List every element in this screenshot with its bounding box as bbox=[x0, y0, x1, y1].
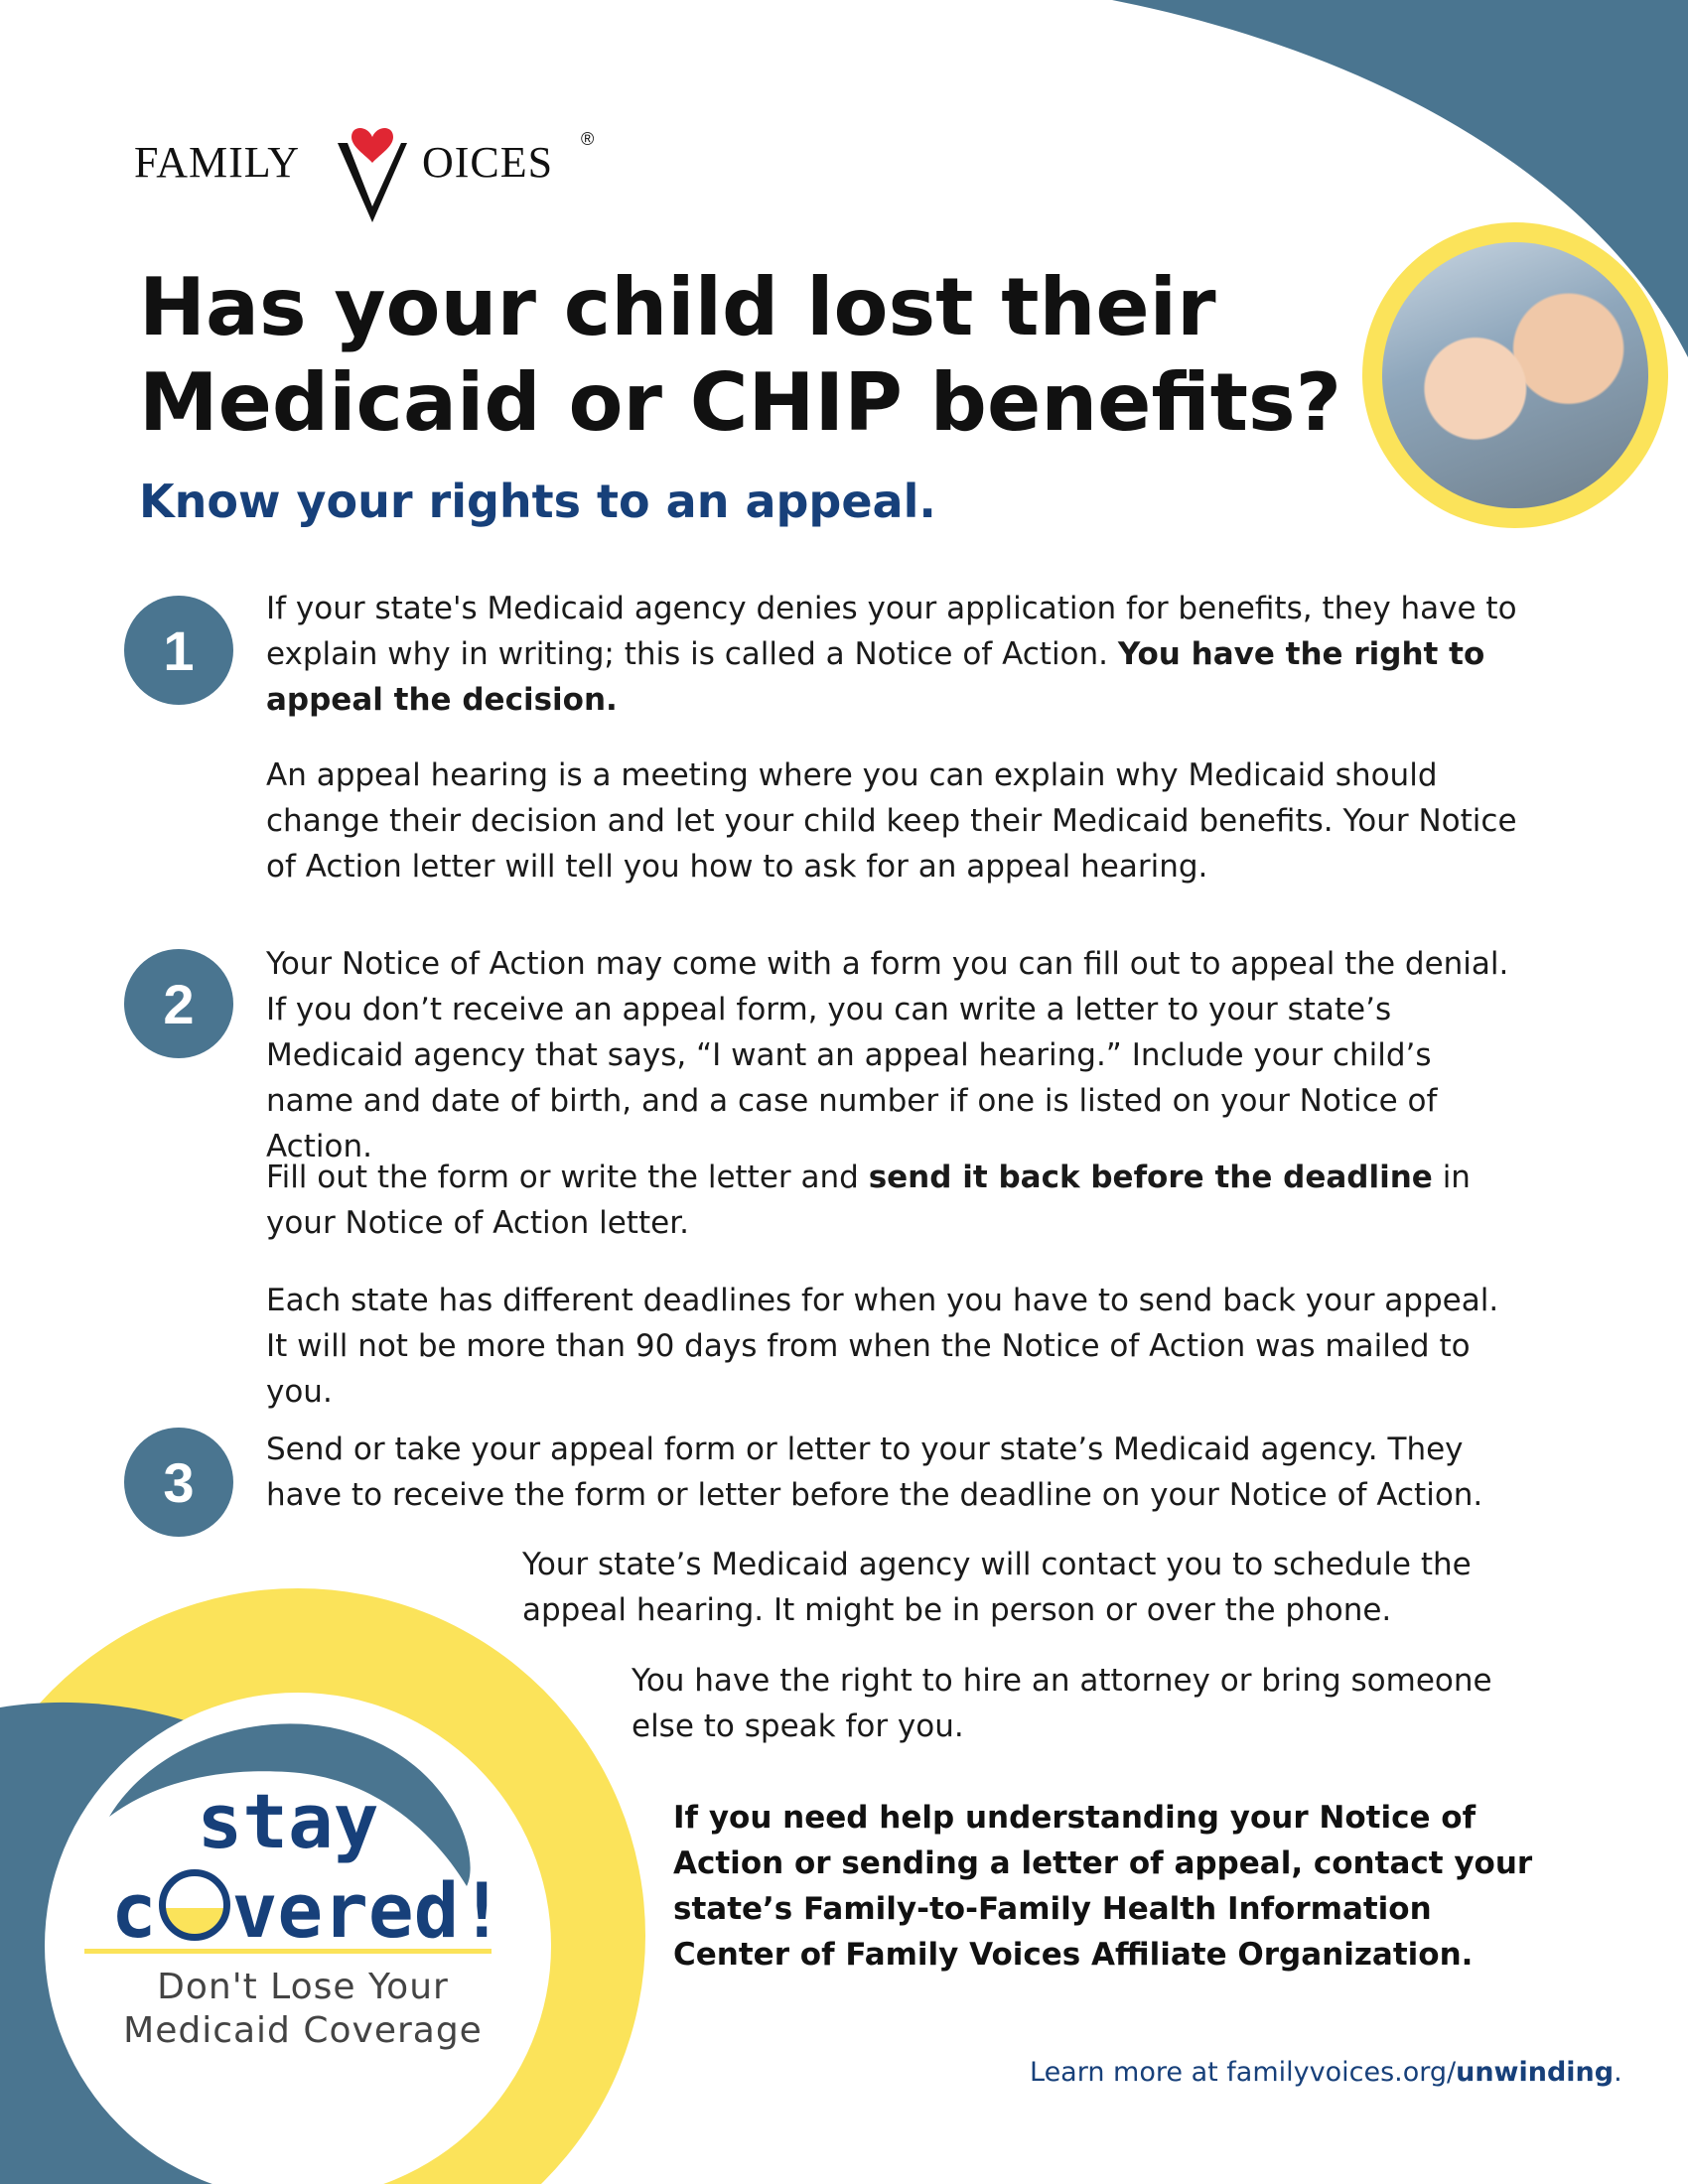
step2-paragraph: Your Notice of Action may come with a form you can fill out to appeal the denial. If you don’t receive an appeal form, you can write a letter to your state’s Medicaid agency that says, “I want an appeal hearing.” Include your child’s name and date of birth, and a case number if one is listed on your Notice of Action. bbox=[266, 946, 1509, 1164]
step1-text: If your state's Medicaid agency denies your application for benefits, they have to explain why in writing; this is called a Notice of Action. bbox=[266, 591, 1517, 672]
step3-paragraph: Send or take your appeal form or letter to your state’s Medicaid agency. They have to receive the form or letter before the deadline on your Notice of Action. bbox=[266, 1432, 1483, 1513]
badge-tagline bbox=[89, 1966, 516, 2053]
step-number-3: 3 bbox=[124, 1428, 233, 1537]
badge-covered-c: c bbox=[110, 1866, 157, 1955]
step1-hearing-paragraph: An appeal hearing is a meeting where you can explain why Medicaid should change their decision and let your child keep their Medicaid benefits. Your Notice of Action letter will tell you how to ask for an appeal hearing. bbox=[266, 757, 1517, 885]
step2-deadline-paragraph bbox=[266, 1155, 1517, 1246]
help-callout: If you need help understanding your Notice of Action or sending a letter of appeal, contact your state’s Family-to-Family Health Information Center of Family Voices Affiliate Organization. bbox=[673, 1800, 1533, 1973]
family-photo bbox=[1382, 242, 1648, 508]
step2-deadline-emphasis: send it back before the deadline bbox=[868, 1160, 1433, 1195]
badge-tagline-line2: Medicaid Coverage bbox=[123, 2010, 483, 2051]
badge-stay: stay bbox=[197, 1777, 379, 1865]
logo-text-family: FAMILY bbox=[134, 138, 301, 187]
learn-more-prefix: Learn more at familyvoices.org/ bbox=[1030, 2057, 1457, 2088]
logo-text-oices: OICES bbox=[422, 138, 554, 187]
badge-covered bbox=[99, 1866, 516, 1956]
page-title: Has your child lost their Medicaid or CHIP benefits? bbox=[139, 261, 1341, 449]
page-subtitle: Know your rights to an appeal. bbox=[139, 475, 936, 528]
logo-registered-mark: ® bbox=[581, 129, 595, 149]
learn-more-link[interactable] bbox=[1030, 2057, 1622, 2088]
step2-state-deadlines-paragraph: Each state has different deadlines for when you have to send back your appeal. It will not be more than 90 days from when the Notice of Action was mailed to you. bbox=[266, 1283, 1499, 1410]
logo-v-heart-icon bbox=[318, 107, 427, 226]
step-number-1: 1 bbox=[124, 596, 233, 705]
step2-deadline-text: Fill out the form or write the letter and bbox=[266, 1160, 869, 1195]
step3-schedule-paragraph: Your state’s Medicaid agency will contact you to schedule the appeal hearing. It might be in person or over the phone. bbox=[522, 1547, 1472, 1628]
people-circle-icon bbox=[159, 1869, 230, 1941]
step2-deadline-text-end: in your Notice of Action letter. bbox=[266, 1160, 1471, 1241]
step1-emphasis: You have the right to appeal the decision. bbox=[266, 636, 1485, 718]
step1-paragraph bbox=[266, 586, 1517, 723]
learn-more-suffix: . bbox=[1614, 2057, 1622, 2088]
step-number-2: 2 bbox=[124, 949, 233, 1058]
step3-attorney-paragraph: You have the right to hire an attorney or bring someone else to speak for you. bbox=[632, 1663, 1492, 1744]
badge-covered-rest: vered! bbox=[231, 1866, 505, 1955]
badge-tagline-line1: Don't Lose Your bbox=[157, 1967, 449, 2007]
learn-more-unwinding[interactable]: unwinding bbox=[1456, 2057, 1615, 2088]
